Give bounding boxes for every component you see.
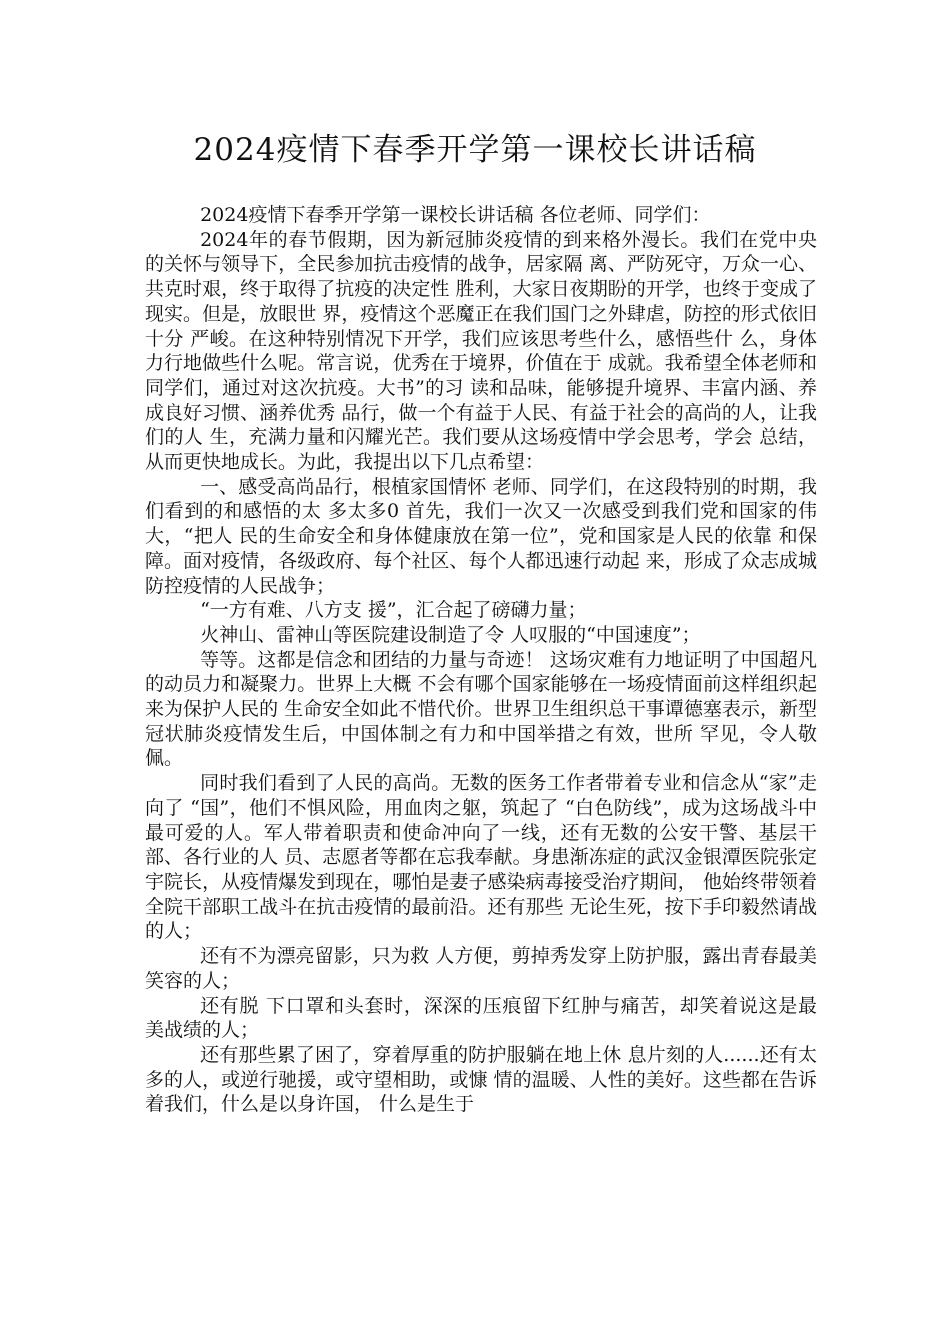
paragraph: 还有脱 下口罩和头套时，深深的压痕留下红肿与痛苦，却笑着说这是最 美战绩的人； [145, 994, 817, 1042]
paragraph: 同时我们看到了人民的高尚。无数的医务工作者带着专业和信念从“家”走向了 “国”，他们不惧风险，用血肉之躯，筑起了 “白色防线”，成为这场战斗中最可爱的人。军人带着职责和使命冲向了一线，还有无数的公安干警、基层干部、各行业的人 员、志愿者等都在忘我奉献。身患渐冻症的武汉金银潭医院张定 宇院长，从疫情爆发到现在，哪怕是妻子感染病毒接受治疗期间， 他始终带领着全院干部职工战斗在抗击疫情的最前沿。还有那些 无论生死，按下手印毅然请战的人； [145, 772, 817, 943]
paragraph: 一、感受高尚品行，根植家国情怀 老师、同学们，在这段特别的时期，我们看到的和感悟的太 多太多0 首先，我们一次又一次感受到我们党和国家的伟大，“把人 民的生命安全和身体健康放在第一位”，党和国家是人民的依靠 和保障。面对疫情，各级政府、每个社区、每个人都迅速行动起 来，形成了众志成城防控疫情的人民战争； [145, 475, 817, 597]
paragraph: 火神山、雷神山等医院建设制造了令 人叹服的“中国速度”； [200, 623, 701, 646]
document-title: 2024疫情下春季开学第一课校长讲话稿 [193, 132, 757, 168]
paragraph: “一方有难、八方支 援”，汇合起了磅礴力量； [200, 599, 587, 622]
paragraph: 2024年的春节假期，因为新冠肺炎疫情的到来格外漫长。我们在党中央的关怀与领导下，全民参加抗击疫情的战争，居家隔 离、严防死守，万众一心、共克时艰，终于取得了抗疫的决定性 胜利，大家日夜期盼的开学，也终于变成了现实。但是，放眼世 界，疫情这个恶魔正在我们国门之外肆虐，防控的形式依旧十分 严峻。在这种特别情况下开学，我们应该思考些什么，感悟些什 么，身体力行地做些什么呢。常言说，优秀在于境界，价值在于 成就。我希望全体老师和同学们，通过对这次抗疫。大书”的习 读和品味，能够提升境界、丰富内涵、养成良好习惯、涵养优秀 品行，做一个有益于人民、有益于社会的高尚的人，让我们的人 生，充满力量和闪耀光芒。我们要从这场疫情中学会思考，学会 总结，从而更快地成长。为此，我提出以下几点希望： [145, 228, 817, 474]
paragraph: 还有那些累了困了，穿着厚重的防护服躺在地上休 息片刻的人......还有太多的人，或逆行驰援，或守望相助，或慷 情的温暖、人性的美好。这些都在告诉着我们，什么是以身许国， 什么是生于 [145, 1043, 817, 1116]
paragraph: 还有不为漂亮留影，只为救 人方便，剪掉秀发穿上防护服，露出青春最美笑容的人； [145, 945, 817, 992]
paragraph-greeting: 2024疫情下春季开学第一课校长讲话稿 各位老师、同学们： [200, 204, 711, 226]
document-body [145, 203, 817, 1117]
paragraph: 等等。这都是信念和团结的力量与奇迹！ 这场灾难有力地证明了中国超凡的动员力和凝聚力。世界上大概 不会有哪个国家能够在一场疫情面前这样组织起来为保护人民的 生命安全如此不惜代价。世界卫生组织总干事谭德塞表示，新型 冠状肺炎疫情发生后，中国体制之有力和中国举措之有效，世所 罕见，令人敬佩。 [145, 648, 817, 770]
